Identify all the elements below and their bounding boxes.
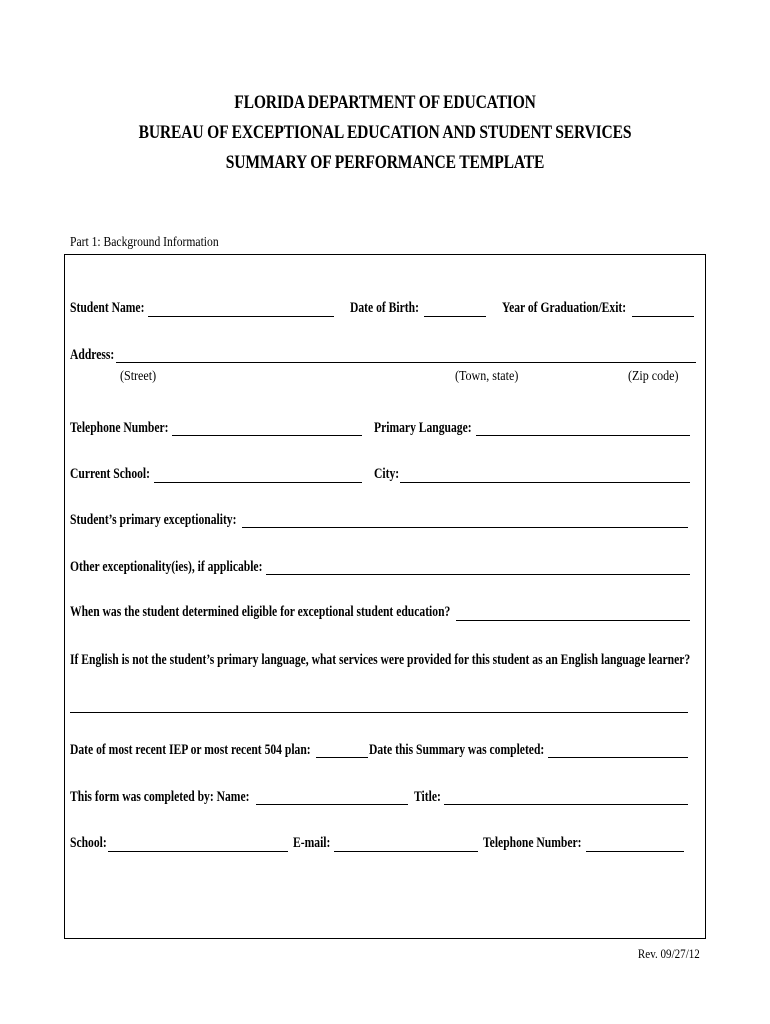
eligibility-question-label: When was the student determined eligible for exceptional student education? — [70, 604, 451, 620]
city-field[interactable] — [400, 482, 690, 483]
title-label: Title: — [414, 789, 441, 805]
telephone2-field[interactable] — [586, 851, 684, 852]
student-name-field[interactable] — [148, 316, 334, 317]
student-name-label: Student Name: — [70, 300, 145, 316]
telephone2-label: Telephone Number: — [483, 835, 582, 851]
part1-heading: Part 1: Background Information — [70, 234, 219, 249]
summary-date-label: Date this Summary was completed: — [369, 742, 545, 758]
ell-answer-field[interactable] — [70, 712, 688, 713]
dob-field[interactable] — [424, 316, 486, 317]
school-label: School: — [70, 835, 107, 851]
address-field[interactable] — [116, 362, 696, 363]
background-info-box — [64, 254, 706, 939]
ell-question-label: If English is not the student’s primary language, what services were provided for this student as an English language learner? — [70, 652, 691, 668]
street-caption: (Street) — [120, 369, 157, 384]
iep-date-field[interactable] — [316, 757, 368, 758]
document-title — [0, 88, 770, 178]
revision-date: Rev. 09/27/12 — [638, 946, 700, 961]
school-field[interactable] — [108, 851, 288, 852]
title-field[interactable] — [444, 804, 688, 805]
other-exceptionality-label: Other exceptionality(ies), if applicable: — [70, 559, 263, 575]
email-field[interactable] — [334, 851, 478, 852]
current-school-field[interactable] — [154, 482, 362, 483]
primary-language-field[interactable] — [476, 435, 690, 436]
telephone-label: Telephone Number: — [70, 420, 169, 436]
primary-exceptionality-field[interactable] — [242, 527, 688, 528]
other-exceptionality-field[interactable] — [266, 574, 690, 575]
completed-by-name-field[interactable] — [256, 804, 408, 805]
town-state-caption: (Town, state) — [455, 369, 519, 384]
zip-caption: (Zip code) — [628, 369, 679, 384]
title-line-2: BUREAU OF EXCEPTIONAL EDUCATION AND STUDENT SERVICES — [138, 122, 632, 143]
dob-label: Date of Birth: — [350, 300, 419, 316]
title-line-3: SUMMARY OF PERFORMANCE TEMPLATE — [225, 152, 545, 173]
completed-by-label: This form was completed by: Name: — [70, 789, 250, 805]
title-line-1: FLORIDA DEPARTMENT OF EDUCATION — [234, 92, 536, 113]
primary-exceptionality-label: Student’s primary exceptionality: — [70, 512, 237, 528]
graduation-field[interactable] — [632, 316, 694, 317]
email-label: E-mail: — [293, 835, 331, 851]
iep-date-label: Date of most recent IEP or most recent 504 plan: — [70, 742, 311, 758]
graduation-label: Year of Graduation/Exit: — [502, 300, 627, 316]
eligibility-field[interactable] — [456, 620, 690, 621]
primary-language-label: Primary Language: — [374, 420, 472, 436]
telephone-field[interactable] — [172, 435, 362, 436]
city-label: City: — [374, 466, 400, 482]
address-label: Address: — [70, 347, 115, 363]
current-school-label: Current School: — [70, 466, 151, 482]
summary-date-field[interactable] — [548, 757, 688, 758]
